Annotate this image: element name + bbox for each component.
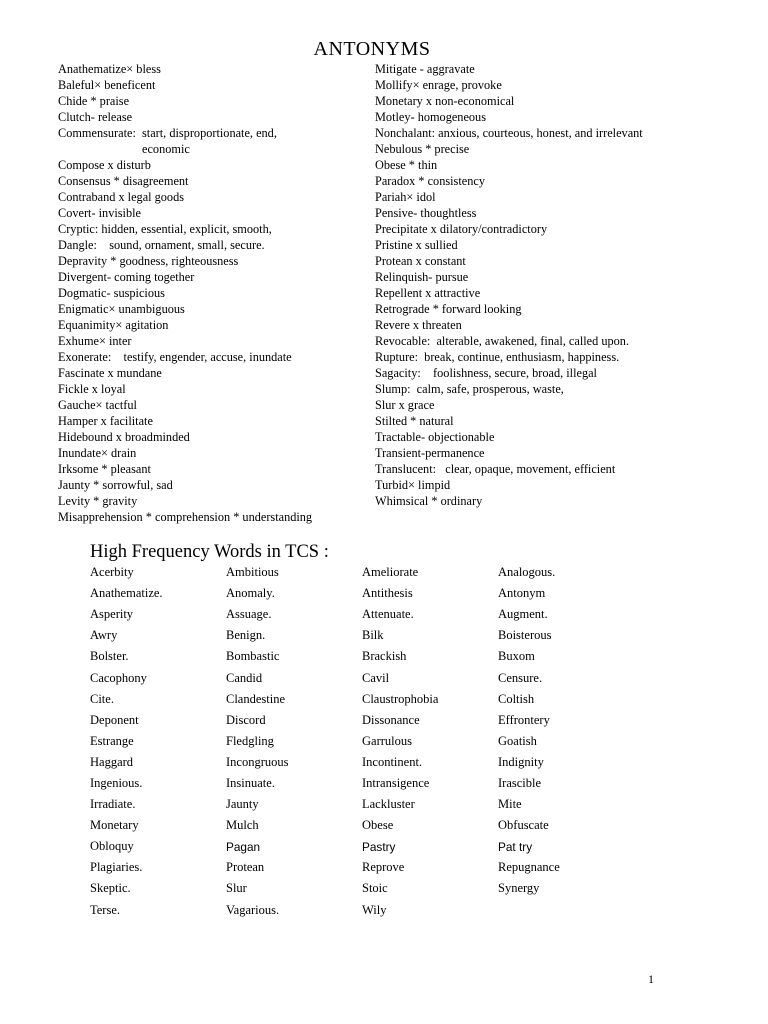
antonym-term: Irksome * pleasant <box>58 462 151 476</box>
antonym-term: Chide * praise <box>58 94 130 108</box>
antonym-term: Clutch- release <box>58 110 133 124</box>
antonym-entry <box>58 125 368 157</box>
word-cell: Mite <box>498 797 522 812</box>
antonym-term: Turbid× limpid <box>375 478 451 492</box>
antonym-entry <box>58 429 368 445</box>
word-cell: Synergy <box>498 881 540 896</box>
antonym-term: Monetary x non-economical <box>375 94 515 108</box>
antonym-term: Obese * thin <box>375 158 438 172</box>
antonym-entry <box>375 141 705 157</box>
antonym-entry <box>58 493 368 509</box>
word-cell: Candid <box>226 670 263 685</box>
word-row <box>90 794 650 815</box>
antonym-term: Protean x constant <box>375 254 466 268</box>
antonym-entry <box>58 253 368 269</box>
high-frequency-grid <box>90 562 650 921</box>
antonym-entry <box>58 237 368 253</box>
antonym-entry <box>375 77 705 93</box>
word-cell: Claustrophobia <box>362 691 439 706</box>
antonym-entry <box>58 445 368 461</box>
word-cell: Pat try <box>498 839 533 854</box>
word-cell: Obfuscate <box>498 818 549 833</box>
word-cell: Garrulous <box>362 733 412 748</box>
antonym-entry <box>58 461 368 477</box>
word-cell: Asperity <box>90 607 134 622</box>
word-cell: Cacophony <box>90 670 147 685</box>
word-row <box>90 562 650 583</box>
word-cell: Cite. <box>90 691 114 706</box>
antonym-entry <box>58 333 368 349</box>
word-cell: Lackluster <box>362 797 415 812</box>
word-cell: Effrontery <box>498 712 550 727</box>
word-cell: Indignity <box>498 754 544 769</box>
antonym-term: Fickle x loyal <box>58 382 126 396</box>
antonym-term: Depravity * goodness, righteousness <box>58 254 239 268</box>
word-cell: Repugnance <box>498 860 560 875</box>
word-row <box>90 583 650 604</box>
antonym-term: Hidebound x broadminded <box>58 430 190 444</box>
antonym-term: Gauche× tactful <box>58 398 137 412</box>
antonym-term: Slump: calm, safe, prosperous, waste, <box>375 382 564 396</box>
antonym-term: Hamper x facilitate <box>58 414 153 428</box>
word-cell: Irradiate. <box>90 797 136 812</box>
antonym-entry <box>58 509 368 525</box>
word-row <box>90 878 650 899</box>
antonym-entry <box>58 205 368 221</box>
antonym-entry <box>58 381 368 397</box>
antonym-term: Misapprehension * comprehension * understanding <box>58 510 313 524</box>
word-row <box>90 900 650 921</box>
antonym-term: Covert- invisible <box>58 206 141 220</box>
antonym-entry <box>375 493 705 509</box>
antonym-term: Relinquish- pursue <box>375 270 469 284</box>
word-cell: Goatish <box>498 733 537 748</box>
antonym-entry <box>58 93 368 109</box>
word-cell: Mulch <box>226 818 259 833</box>
word-row <box>90 773 650 794</box>
antonym-term: Cryptic: hidden, essential, explicit, smooth, <box>58 222 272 236</box>
antonym-entry <box>58 269 368 285</box>
antonym-term: Pensive- thoughtless <box>375 206 477 220</box>
antonym-term: Sagacity: foolishness, secure, broad, illegal <box>375 366 597 380</box>
word-row <box>90 667 650 688</box>
word-cell: Protean <box>226 860 265 875</box>
word-cell: Buxom <box>498 649 535 664</box>
word-row <box>90 857 650 878</box>
word-cell: Incontinent. <box>362 754 423 769</box>
word-row <box>90 752 650 773</box>
antonym-entry <box>375 221 705 237</box>
page-number: 1 <box>648 972 654 986</box>
word-cell: Discord <box>226 712 266 727</box>
antonym-term: Exonerate: testify, engender, accuse, inundate <box>58 350 292 364</box>
antonym-entry <box>58 477 368 493</box>
antonym-entry <box>58 301 368 317</box>
antonym-entry <box>375 365 705 381</box>
antonym-term: Exhume× inter <box>58 334 132 348</box>
antonym-term: Levity * gravity <box>58 494 138 508</box>
antonym-entry <box>375 237 705 253</box>
page-title: ANTONYMS <box>313 38 431 60</box>
word-cell: Brackish <box>362 649 407 664</box>
antonyms-left-column <box>58 61 368 525</box>
antonym-term: Slur x grace <box>375 398 435 412</box>
antonym-term: Mitigate - aggravate <box>375 62 475 76</box>
antonym-term: Repellent x attractive <box>375 286 481 300</box>
antonym-term: Revere x threaten <box>375 318 462 332</box>
word-row <box>90 689 650 710</box>
antonym-term: Dogmatic- suspicious <box>58 286 165 300</box>
antonym-entry <box>375 461 705 477</box>
antonym-entry <box>375 205 705 221</box>
word-cell: Insinuate. <box>226 775 275 790</box>
word-cell: Fledgling <box>226 733 274 748</box>
antonym-term: Fascinate x mundane <box>58 366 162 380</box>
word-cell: Irascible <box>498 775 542 790</box>
word-cell: Ingenious. <box>90 775 143 790</box>
word-row <box>90 625 650 646</box>
word-row <box>90 710 650 731</box>
word-cell: Obloquy <box>90 839 134 854</box>
antonym-entry <box>58 397 368 413</box>
word-cell: Pastry <box>362 839 396 854</box>
antonym-entry <box>58 317 368 333</box>
antonym-entry <box>375 253 705 269</box>
antonym-entry <box>58 61 368 77</box>
word-cell: Clandestine <box>226 691 286 706</box>
high-frequency-heading: High Frequency Words in TCS : <box>90 542 329 562</box>
antonym-term: Consensus * disagreement <box>58 174 189 188</box>
antonym-term: Stilted * natural <box>375 414 454 428</box>
word-cell: Censure. <box>498 670 543 685</box>
word-row <box>90 836 650 857</box>
antonym-entry <box>375 109 705 125</box>
antonym-entry <box>375 93 705 109</box>
antonym-term: Equanimity× agitation <box>58 318 169 332</box>
word-row <box>90 604 650 625</box>
antonym-term: Motley- homogeneous <box>375 110 486 124</box>
word-cell: Slur <box>226 881 247 896</box>
antonym-entry <box>375 189 705 205</box>
antonym-term: Paradox * consistency <box>375 174 485 188</box>
antonym-term: Rupture: break, continue, enthusiasm, happiness. <box>375 350 620 364</box>
antonym-entry <box>375 125 705 141</box>
antonym-entry <box>58 365 368 381</box>
antonym-entry <box>58 109 368 125</box>
antonym-entry <box>58 157 368 173</box>
word-cell: Obese <box>362 818 394 833</box>
word-cell: Benign. <box>226 628 266 643</box>
antonym-entry <box>58 413 368 429</box>
word-cell: Bilk <box>362 628 384 643</box>
word-cell: Bombastic <box>226 649 280 664</box>
antonym-term: Dangle: sound, ornament, small, secure. <box>58 238 265 252</box>
word-row <box>90 646 650 667</box>
antonym-entry <box>58 285 368 301</box>
antonym-entry <box>58 189 368 205</box>
antonym-term: Tractable- objectionable <box>375 430 495 444</box>
antonym-entry <box>375 397 705 413</box>
word-cell: Anomaly. <box>226 586 275 601</box>
word-cell: Ameliorate <box>362 565 419 580</box>
word-cell: Wily <box>362 902 387 917</box>
antonym-entry <box>375 445 705 461</box>
antonym-entry <box>375 301 705 317</box>
antonym-entry <box>375 285 705 301</box>
antonym-entry <box>58 77 368 93</box>
word-cell: Anathematize. <box>90 586 163 601</box>
word-cell: Antonym <box>498 586 546 601</box>
word-cell: Incongruous <box>226 754 289 769</box>
antonym-definition: start, disproportionate, end, economic <box>142 126 277 156</box>
antonym-term: Translucent: clear, opaque, movement, efficient <box>375 462 616 476</box>
word-cell: Cavil <box>362 670 390 685</box>
antonym-entry <box>375 61 705 77</box>
antonym-entry <box>375 413 705 429</box>
antonym-entry <box>375 333 705 349</box>
word-cell: Terse. <box>90 902 121 917</box>
antonym-term: Inundate× drain <box>58 446 137 460</box>
antonym-term: Anathematize× bless <box>58 62 161 76</box>
word-cell: Vagarious. <box>226 902 280 917</box>
word-row <box>90 815 650 836</box>
antonym-term: Jaunty * sorrowful, sad <box>58 478 173 492</box>
word-cell: Coltish <box>498 691 535 706</box>
antonym-term: Revocable: alterable, awakened, final, called upon. <box>375 334 630 348</box>
antonym-entry <box>375 317 705 333</box>
antonym-term: Divergent- coming together <box>58 270 195 284</box>
antonym-term: Whimsical * ordinary <box>375 494 483 508</box>
antonym-entry <box>375 173 705 189</box>
word-cell: Deponent <box>90 712 139 727</box>
antonym-term: Mollify× enrage, provoke <box>375 78 502 92</box>
antonym-term: Pariah× idol <box>375 190 436 204</box>
antonym-term: Precipitate x dilatory/contradictory <box>375 222 548 236</box>
antonym-entry <box>375 269 705 285</box>
antonyms-right-column <box>375 61 705 509</box>
antonym-term: Transient-permanence <box>375 446 485 460</box>
antonym-term: Commensurate: <box>58 126 143 140</box>
antonym-term: Contraband x legal goods <box>58 190 185 204</box>
word-cell: Intransigence <box>362 775 430 790</box>
word-cell: Bolster. <box>90 649 129 664</box>
antonym-entry <box>375 429 705 445</box>
word-cell: Stoic <box>362 881 388 896</box>
word-cell: Skeptic. <box>90 881 131 896</box>
antonym-entry <box>58 221 368 237</box>
word-cell: Augment. <box>498 607 548 622</box>
antonym-entry <box>58 173 368 189</box>
word-cell: Dissonance <box>362 712 420 727</box>
word-row <box>90 731 650 752</box>
word-cell: Pagan <box>226 839 261 854</box>
word-cell: Attenuate. <box>362 607 414 622</box>
word-cell: Ambitious <box>226 565 279 580</box>
word-cell: Awry <box>90 628 118 643</box>
antonym-term: Pristine x sullied <box>375 238 458 252</box>
antonym-term: Compose x disturb <box>58 158 151 172</box>
word-cell: Boisterous <box>498 628 552 643</box>
word-cell: Antithesis <box>362 586 413 601</box>
word-cell: Plagiaries. <box>90 860 143 875</box>
word-cell: Jaunty <box>226 797 259 812</box>
antonym-entry <box>375 349 705 365</box>
antonym-entry <box>375 381 705 397</box>
antonym-term: Nonchalant: <box>375 126 439 140</box>
word-cell: Analogous. <box>498 565 556 580</box>
word-cell: Assuage. <box>226 607 272 622</box>
antonym-term: Retrograde * forward looking <box>375 302 522 316</box>
antonym-definition: anxious, courteous, honest, and irrelevant <box>438 126 643 140</box>
word-cell: Reprove <box>362 860 405 875</box>
word-cell: Acerbity <box>90 565 134 580</box>
word-cell: Haggard <box>90 754 134 769</box>
word-cell: Monetary <box>90 818 139 833</box>
word-cell: Estrange <box>90 733 134 748</box>
antonym-entry <box>375 477 705 493</box>
antonym-entry <box>58 349 368 365</box>
antonym-term: Enigmatic× unambiguous <box>58 302 185 316</box>
antonym-term: Nebulous * precise <box>375 142 470 156</box>
antonym-term: Baleful× beneficent <box>58 78 156 92</box>
antonym-entry <box>375 157 705 173</box>
